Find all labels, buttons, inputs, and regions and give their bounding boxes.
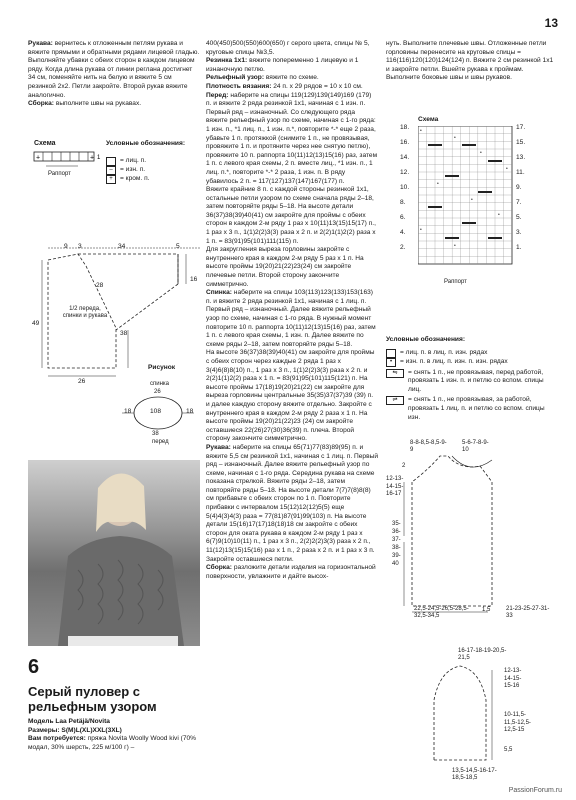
dim-label: 16 — [190, 276, 198, 283]
purl-icon: • — [386, 358, 396, 367]
svg-text:•: • — [420, 128, 422, 134]
body-text: вяжите по схеме. — [265, 74, 319, 82]
section-label: Рельефный узор: — [206, 74, 265, 82]
svg-text:+: + — [90, 154, 95, 162]
dim-label: 16-17-18-19-20,5-21,5 — [458, 648, 507, 661]
purl-icon: – — [106, 166, 116, 175]
body-text: Для закругления выреза горловины закройте с внутреннего края в каждом 2-м ряду 5 раз х 1 п. На высоте проймы 19(20)21(22)23(24) см закройте плечевые петли. Второй сторону закончите симметрично. — [206, 246, 364, 288]
body-text: 400(450)500(550)600(650) г серого цвета, спицы № 5, круговые спицы №3,5. — [206, 40, 370, 56]
body-schematic — [400, 446, 550, 616]
dim-label: 12-13-14-15-16-17 — [386, 476, 404, 497]
dim-label: 10-11,5-11,5-12,5-12,5-15 — [504, 712, 531, 733]
dim-label: 38 — [152, 431, 159, 437]
legend-item: – = изн. п. — [106, 166, 196, 175]
dim-label: 5-6-7-8-9-10 — [462, 440, 489, 453]
legend-1 — [106, 140, 196, 184]
legend-item: = лиц. п. — [106, 157, 196, 166]
dim-label: 26 — [154, 389, 161, 395]
svg-text:•: • — [454, 135, 456, 141]
section-label: Сборка: — [206, 564, 232, 572]
dim-label: 49 — [32, 320, 40, 327]
dim-label: 22,5-24,5-26,5-28,5-32,5-34,5 — [414, 606, 469, 619]
dim-label: 12-13-14-15-15-16 — [504, 668, 522, 689]
page-number: 13 — [544, 16, 558, 30]
dim-label: 2 — [402, 463, 406, 469]
rapport-label: Раппорт — [444, 279, 467, 285]
dim-label: 35-36-37-38-39-40 — [392, 521, 401, 567]
dim-label: 26 — [78, 378, 86, 385]
svg-text:•: • — [471, 197, 473, 203]
body-text: вернитесь к отложенным петлям рукава и вяжите прямыми и обратными рядами лицевой гладью. Выполняйте убавки с обеих сторон в каждом лицевом ряду. Когда длина рукава от линии реглана достигнет 34 см, поменяйте нить на белую и вяжите 5 см резинкой 2х2. Петли закройте. Второй рукав вяжите аналогично. — [28, 40, 200, 99]
svg-text:•: • — [506, 166, 508, 172]
sweater-illustration — [28, 460, 200, 646]
section-label: Вам потребуется: — [28, 735, 86, 743]
column-1 — [28, 40, 200, 109]
pattern-info — [28, 718, 200, 752]
stitch-chart — [418, 126, 514, 266]
legend-title: Условные обозначения: — [386, 336, 466, 343]
body-text: нуть. Выполните плечевые швы. Отложенные петли горловины перенесите на круговые спицы = 116(116)120(120)124(124) п. Вяжите 2 см резинкой 1х1 и закройте петли. Вшейте рукава к проймам. Выполните боковые швы и швы рукавов. — [386, 40, 554, 82]
dim-label: 34 — [118, 243, 126, 250]
dim-label: 38 — [120, 330, 128, 337]
body-text: Вяжите крайние 8 п. с каждой стороны резинкой 1х1, остальные петли узором по схеме сначала ряды 2–18, затем повторяйте ряды 5–18. На высоте детали 36(37)38(39)40(41) см закройте для проймы с обеих сторон в каждом 2-м ряду 1 раз х 10(11)13(15)15(17) п., 1 раз х 3 п., 1(1)2(2)3(3) раза х 2 п. и 2(2)1(1)2(2) раза х 1 п. = 83(91)95(101)111(115) п. — [206, 186, 376, 245]
cable-right-icon: ⇌ — [386, 396, 404, 405]
dim-label: 18 — [124, 408, 132, 415]
knit-icon — [106, 157, 116, 166]
dim-label: 5 — [176, 243, 180, 250]
section-label: Спинка: — [206, 289, 232, 297]
legend-item: ⇌ = снять 1 п., не провязывая, за работой, провязать 1 лиц. п. и петлю со вспом. спицы изн. — [386, 396, 556, 422]
dim-label: 108 — [150, 408, 162, 415]
svg-text:•: • — [437, 181, 439, 187]
rapport-label: Раппорт — [48, 171, 71, 177]
figure-title: Рисунок — [148, 364, 176, 371]
legend-2 — [386, 336, 556, 422]
svg-text:+: + — [36, 154, 41, 162]
pattern-number: 6 — [28, 656, 40, 678]
column-2 — [206, 40, 378, 581]
garment-pattern-diagram — [28, 238, 200, 398]
body-text: вяжите попеременно 1 лицевую и 1 изнаночную петлю. — [206, 57, 359, 73]
svg-text:•: • — [480, 150, 482, 156]
body-text: выполните швы на рукавах. — [55, 100, 142, 108]
row-numbers-right: 17. 15. 13. 11. 9. 7. 5. 3. 1. — [516, 124, 526, 251]
body-text: наберите на спицы 119(129)139(149)169 (179) п. и вяжите 2 ряда резинкой 1х1, начиная с 1 изн. п. Первый ряд – изнаночный. Со следующего ряда вяжите рельефный узор по схеме, начиная с 1-го ряда: 1 изн. п., *1 лиц. п., 1 изн. п.*, повторите *-* еще 2 раза, убавьте 1 п. протяжкой (снимите 1 п., не провязывая, провяжите 1 п. и протяните через нее снятую петлю), провяжите 10 п. раппорта 10(11)12(13)15(16) раз, затем 1 п. с левого края схемы, 2 п. вместе лиц., *1 изн. п., 1 лиц. п.*, повторите *-* 2 раза, 1 изн. п. В ряду убавилось 2 п. = 117(127)137(147)167(177) п. — [206, 91, 378, 185]
section-label: Резинка 1х1: — [206, 57, 248, 65]
body-text: разложите детали изделия на горизонтальной поверхности, увлажните и дайте высох- — [206, 564, 376, 580]
watermark: PassionForum.ru — [508, 787, 562, 794]
section-label: Сборка: — [28, 100, 54, 108]
body-text: наберите на спицы 103(113)123(133)153(163) п. и вяжите 2 ряда резинкой 1х1, начиная с 1 лиц. п. Первый ряд – изнаночный. Далее вяжите рельефный узор по схеме, начиная с 1-го ряда. В нужный момент повторите 10 п. раппорта 10(11)12(13)15(16) раз, затем 1 п. с левого края схемы, 1 изн. п. Далее вяжите по схеме ряды 2–18, затем повторяйте ряды 5–18. — [206, 289, 376, 348]
dim-label: 18 — [186, 408, 194, 415]
body-text: наберите на спицы 65(71)77(83)89(95) п. и вяжите 5,5 см резинкой 1х1, начиная с 1 лиц. п. Первый ряд – изнаночный. Далее вяжите рельефный узор по схеме, начиная с 1-го ряда. Середина рукава на схеме показана стрелкой. Вяжите ряды 2–18, затем повторяйте ряды 5–18. На высоте детали 7(7)7(8)8(8) см прибавьте с обеих сторон по 1 п. Повторите прибавки с интервалом 15(12)12(12)5(5) еще 5(4)4(3)4(3) раза = 77(81)87(91)99(103) п. На высоте детали 15(16)17(17)18(18)18 см закройте с обеих сторон для оката рукава в каждом 2-м ряду 1 раз х 6(7)9(10)10(11) п., 1 раз х 3 п., 2(2)2(2)3(3) раза х 2 п., 11(12)13(15)15(16) раз х 1 п., 2 раза х 2 п. и 1 раз х 3 п. Закройте оставшиеся петли. — [206, 443, 378, 563]
svg-text:•: • — [454, 243, 456, 249]
model-photo — [28, 460, 200, 646]
column-3 — [386, 40, 556, 83]
sizes-value: S(M)L(XL)XXL(3XL) — [61, 726, 122, 734]
legend-item: + = кром. п. — [106, 175, 196, 184]
svg-text:1: 1 — [97, 155, 101, 161]
schema-title: Схема — [418, 116, 439, 123]
dim-label: 3 — [78, 243, 82, 250]
pattern-title: Серый пуловер с рельефным узором — [28, 684, 157, 714]
section-label: Рукава: — [206, 443, 231, 451]
dim-label: 13,5-14,5-16-17-18,5-18,5 — [452, 768, 497, 781]
schema-title: Схема — [34, 140, 56, 147]
dim-label: 8-8-8,5-8,5-9-9 — [410, 440, 447, 453]
model-credit: Модель Laa Petäjä/Novita — [28, 718, 110, 725]
dim-label: 21-23-25-27-31-33 — [506, 606, 550, 619]
legend-item: ⇋ = снять 1 п., не провязывая, перед работой, провязать 1 изн. п. и петлю со вспом. спицы лиц. — [386, 369, 556, 395]
edge-stitch-icon: + — [106, 175, 116, 184]
section-label: Размеры: — [28, 726, 60, 734]
legend-title: Условные обозначения: — [106, 140, 186, 147]
dim-label: 1/2 переда, спинки и рукава — [62, 306, 108, 319]
section-label: Рукава: — [28, 40, 53, 47]
dim-label: 9 — [64, 243, 68, 250]
section-label: Перед: — [206, 91, 229, 99]
legend-item: • = изн. п. в лиц. п. изн. п. изн. рядах — [386, 358, 556, 367]
section-label: Плотность вязания: — [206, 82, 272, 90]
body-text: пряжа Novita Woolly Wood kivi (70% модал, 30% шерсть, 225 м/100 г) – — [28, 735, 197, 751]
legend-item: = лиц. п. в лиц. п. изн. рядах — [386, 349, 556, 358]
body-text: На высоте 36(37)38(39)40(41) см закройте для проймы с обеих сторон через каждые 2 ряда 1 раз х 3(4)6(8)8(10) п., 1 раз х 3 п., 1(1)2(2)3(3) раза х 2 п. и 2(2)1(1)2(2) раза х 1 п. = 83(91)95(101)115(121) п. На высоте проймы 17(18)19(20)21(22) см закройте для выреза горловины центральные 35(35)37(37)39 (39) п. и далее каждую сторону вяжите отдельно. Закройте с внутреннего края в каждом 2-м ряду 2 раза х 1 п. На высоте проймы 19(20)21(22)23 (24) см закройте оставшиеся 22(26)27(30)36(39) п. плеча. Второй сторону закончите симметрично. — [206, 349, 375, 443]
dim-label: 5,5 — [504, 747, 513, 753]
svg-text:•: • — [498, 212, 500, 218]
dim-label: 28 — [96, 282, 104, 289]
cable-left-icon: ⇋ — [386, 369, 404, 378]
dim-label: 1,5 — [482, 607, 491, 613]
row-numbers-left: 18. 16. 14. 12. 10. 8. 6. 4. 2. — [400, 124, 410, 251]
svg-text:•: • — [420, 227, 422, 233]
dim-label: спинка — [150, 381, 170, 387]
dim-label: перед — [152, 439, 169, 445]
knit-icon — [386, 349, 396, 358]
body-text: 24 п. х 29 рядов = 10 х 10 см. — [273, 82, 363, 90]
